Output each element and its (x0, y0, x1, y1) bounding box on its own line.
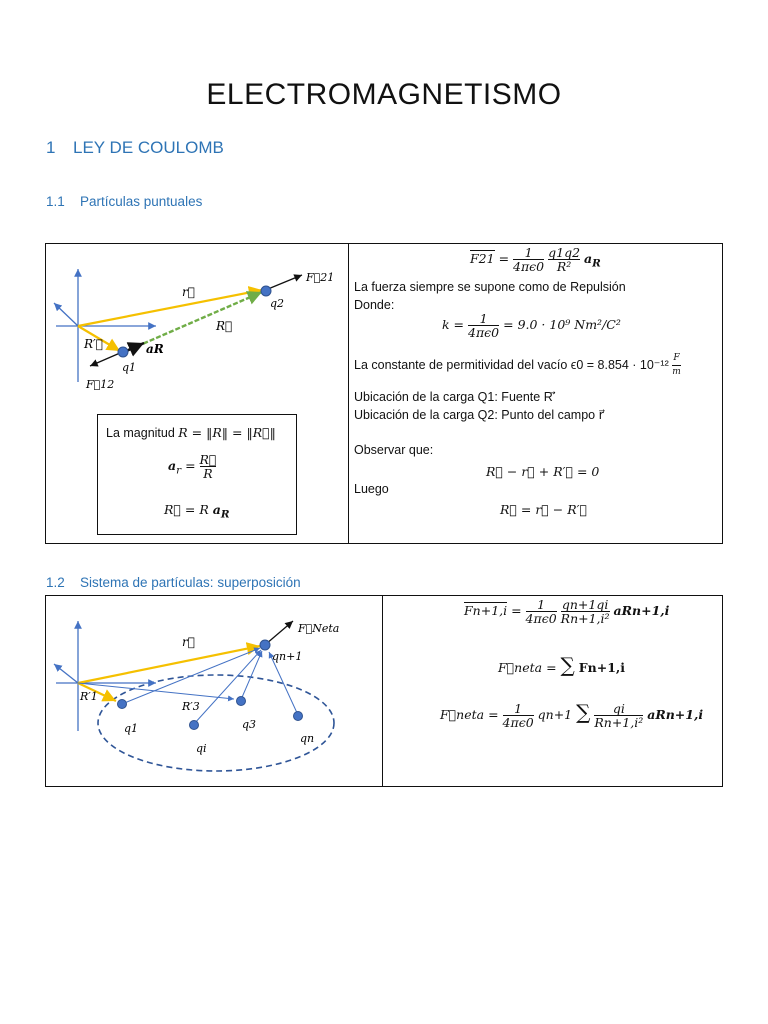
label-aR: aR (146, 342, 164, 356)
label-q2: q2 (270, 297, 285, 310)
permittivity-label: La constante de permitividad del vacío ϵ0 = 8.854 · 10⁻¹² (354, 357, 669, 372)
section-number: 1 (46, 138, 56, 157)
aR-sub: R (592, 257, 601, 270)
sum-symbol: ∑ (560, 653, 575, 677)
label-qi: qi (196, 742, 207, 755)
table-superposition (45, 595, 723, 787)
permittivity-text (354, 352, 681, 379)
frac-q1q2: q1q2 (548, 245, 581, 260)
R3p-vector (78, 683, 234, 699)
label-R1p: R′1 (80, 690, 98, 703)
luego-text: Luego (354, 482, 389, 496)
frac-Rn1i2: Rn+1,i² (594, 715, 644, 730)
k-constant-eq (442, 312, 621, 339)
R-eq-lhs: R⃗ = R (164, 502, 209, 517)
Fn1i-bold: Fn+1,i (578, 660, 626, 675)
table-divider (348, 244, 349, 543)
z-axis (54, 664, 78, 683)
magnitude-label: La magnitud (106, 426, 175, 440)
frac-4pie0: 4πϵ0 (513, 259, 545, 274)
label-F12: F⃗12 (86, 378, 115, 391)
net-force-full-eq: F⃗neta = $\frac{1}{4\pi\epsilon 0}$ qn+1 ∑ $\frac{qi}{\text{Rn+1,i²}}$ aRn+1,i (440, 700, 704, 730)
superposition-diagram (46, 596, 381, 786)
subsection-label: Sistema de partículas: superposición (80, 575, 301, 590)
frac-one: 1 (537, 597, 546, 612)
ar-sub: r (176, 464, 182, 477)
charge-qi (190, 721, 199, 730)
coulomb-diagram (46, 244, 346, 404)
k-lhs: k = (442, 317, 465, 332)
frac-one: 1 (479, 311, 488, 326)
F21-symbol: F21 (470, 251, 495, 266)
k-rhs: = 9.0 · 10⁹ Nm²/C² (503, 317, 621, 332)
net-force-sum-eq: F⃗neta = ∑ Fn+1,i (498, 653, 626, 677)
subsection-label: Partículas puntuales (80, 194, 203, 209)
luego-eq: R⃗ = r⃗ − R′⃗ (500, 502, 587, 517)
Fneta-symbol: F⃗neta (440, 707, 485, 722)
qn1-symbol: qn+1 (537, 707, 573, 722)
coulomb-law-eq: F21 = $\frac{1}{4\pi\epsilon 0}$ $\frac{q1q2}{\text{R²}}$ $a_R$ (470, 245, 601, 274)
repulsion-text: La fuerza siempre se supone como de Repulsión (354, 280, 626, 294)
aRn1i-symbol: aRn+1,i (647, 707, 704, 722)
F12-vector (90, 353, 120, 366)
frac-qn1qi: qn+1qi (561, 597, 609, 612)
charge-q1 (118, 700, 127, 709)
frac-4pie0: 4πϵ0 (468, 325, 500, 340)
frac-4pie0: 4πϵ0 (502, 715, 534, 730)
label-R3p: R′3 (182, 700, 200, 713)
frac-Rn1i2: Rn+1,i² (560, 611, 610, 626)
page-title: ELECTROMAGNETISMO (206, 78, 562, 111)
frac-4pie0: 4πϵ0 (525, 611, 557, 626)
magnitude-eq: R = ‖R‖ = ‖R⃗‖ (178, 425, 276, 440)
label-Rp: R′⃗ (84, 337, 103, 351)
aR-symbol: a (584, 251, 593, 266)
subsection-heading-1 (46, 194, 202, 209)
charge-q1 (118, 347, 128, 357)
label-qn1: qn+1 (272, 650, 303, 663)
subsection-number: 1.1 (46, 194, 65, 209)
z-axis (54, 303, 78, 326)
Fneta-symbol: F⃗neta (498, 660, 543, 675)
unit-vector-eq: $a_r$ = $\frac{R⃗}{R}$ (168, 452, 217, 481)
unit-F: F (673, 353, 680, 363)
ar-symbol: a (168, 458, 177, 473)
table-divider (382, 596, 383, 786)
label-F21: F⃗21 (306, 271, 335, 284)
Fneta-vector (266, 621, 293, 644)
subsection-heading-2 (46, 575, 301, 590)
field-point-text: Ubicación de la carga Q2: Punto del campo r⃗ (354, 408, 604, 422)
magnitude-box (97, 414, 297, 535)
aR-symbol: a (212, 502, 221, 517)
frac-den: R (200, 466, 217, 480)
source-location-text: Ubicación de la carga Q1: Fuente R′⃗ (354, 390, 556, 404)
frac-one: 1 (524, 245, 533, 260)
donde-text: Donde: (354, 298, 395, 312)
table-point-charges (45, 243, 723, 544)
unit-m: m (672, 367, 681, 377)
frac-R2: R² (548, 259, 580, 273)
label-Fneta: F⃗Neta (298, 622, 340, 635)
subsection-number: 1.2 (46, 575, 65, 590)
label-r: r⃗ (182, 635, 195, 649)
force-pair-eq: Fn+1,i = $\frac{1}{4\pi\epsilon 0}$ $\frac{qn+1qi}{\text{Rn+1,i²}}$ aRn+1,i (464, 597, 670, 626)
F21-vector (268, 275, 302, 289)
frac-one: 1 (514, 701, 523, 716)
charge-qn1 (260, 640, 270, 650)
frac-qi: qi (612, 701, 625, 716)
R-vector-eq (164, 502, 230, 521)
Fn1i-symbol: Fn+1,i (464, 603, 508, 618)
r-vector (78, 646, 260, 683)
r-vector (78, 290, 262, 326)
section-heading (46, 138, 224, 158)
aRn1i-symbol: aRn+1,i (613, 603, 670, 618)
label-r: r⃗ (182, 285, 195, 299)
charge-q3 (237, 697, 246, 706)
label-q1: q1 (122, 361, 137, 374)
R-vector (124, 292, 262, 352)
sum-symbol: ∑ (576, 700, 591, 724)
charge-q2 (261, 286, 271, 296)
label-qn: qn (300, 732, 315, 745)
aR-sub: R (220, 508, 230, 521)
label-q1: q1 (124, 722, 139, 735)
frac-num: R⃗ (199, 452, 217, 467)
observe-eq: R⃗ − r⃗ + R′⃗ = 0 (486, 464, 600, 479)
observe-text: Observar que: (354, 443, 434, 457)
charge-qn (294, 712, 303, 721)
label-q3: q3 (242, 718, 257, 731)
label-R: R⃗ (216, 319, 233, 333)
section-label: LEY DE COULOMB (73, 138, 224, 157)
